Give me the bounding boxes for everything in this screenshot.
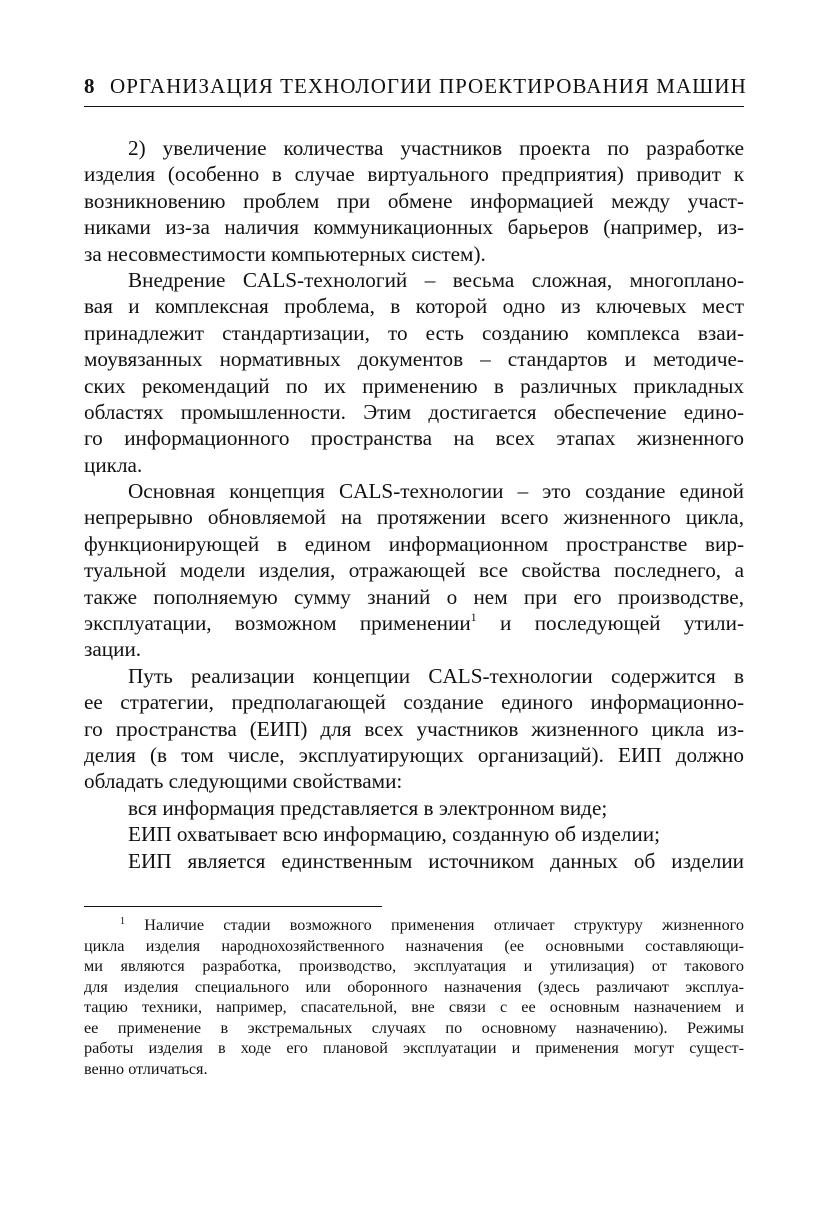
running-title: ОРГАНИЗАЦИЯ ТЕХНОЛОГИИ ПРОЕКТИРОВАНИЯ МАШИН [110, 74, 747, 98]
text-line: изделия (особенно в случае виртуального предприятия) приводит к [84, 162, 744, 187]
footnote-line: для изделия специального или оборонного назначения (здесь различают эксплуа- [84, 977, 744, 996]
text-line: Внедрение CALS-технологий – весьма сложная, многоплано- [128, 267, 744, 292]
text-line: обладать следующими свойствами: [84, 769, 403, 794]
main-text [84, 135, 744, 874]
list-item: ЕИП охватывает всю информацию, созданную об изделии; [128, 822, 660, 847]
footnote-line: ее применение в экстремальных случаях по основному назначению). Режимы [84, 1018, 744, 1037]
text-line: го пространства (ЕИП) для всех участников жизненного цикла из- [84, 716, 744, 741]
text-segment: Наличие стадии возможного применения отличает структуру жизненного [144, 916, 744, 934]
text-line: возникновению проблем при обмене информацией между участ- [84, 188, 744, 213]
text-line: делия (в том числе, эксплуатирующих организаций). ЕИП должно [84, 742, 744, 767]
footnote-line: венно отличаться. [84, 1059, 208, 1078]
footnote-line: цикла изделия народнохозяйственного назначения (ее основными составляющи- [84, 936, 744, 955]
text-line: вая и комплексная проблема, в которой одно из ключевых мест [84, 294, 744, 319]
text-line: го информационного пространства на всех этапах жизненного [84, 426, 744, 451]
footnote-line: ми являются разработка, производство, эксплуатация и утилизация) от такового [84, 957, 744, 975]
list-item: ЕИП является единственным источником данных об изделии [128, 848, 744, 873]
text-segment: и последующей утили- [500, 611, 745, 636]
text-segment: эксплуатации, возможном применении [84, 611, 471, 636]
running-header [84, 74, 747, 107]
footnote-marker: 1 [120, 916, 125, 927]
text-line: зации. [84, 637, 142, 662]
footnote-reference[interactable]: 1 [470, 610, 477, 625]
text-line: также пополняемую сумму знаний о нем при его производстве, [84, 584, 744, 609]
text-line: цикла. [84, 452, 143, 477]
text-line: ее стратегии, предполагающей создание единого информационно- [84, 690, 744, 715]
text-line: 2) увеличение количества участников проекта по разработке [128, 136, 744, 160]
text-line: никами из-за наличия коммуникационных барьеров (например, из- [84, 215, 744, 240]
text-line: областях промышленности. Этим достигается обеспечение едино- [84, 399, 744, 424]
text-line: моувязанных нормативных документов – стандартов и методиче- [84, 347, 744, 372]
text-line: за несовместимости компьютерных систем). [84, 241, 486, 266]
footnote-line [84, 915, 744, 936]
text-line: Основная концепция CALS-технологии – это создание единой [128, 479, 744, 504]
text-line: принадлежит стандартизации, то есть созданию комплекса взаи- [84, 320, 744, 345]
text-line: непрерывно обновляемой на протяжении всего жизненного цикла, [84, 505, 744, 530]
text-line: функционирующей в едином информационном пространстве вир- [84, 531, 744, 556]
page-number: 8 [84, 74, 96, 98]
footnote [84, 915, 744, 1079]
text-line-with-footnote-ref [84, 610, 744, 636]
text-line: туальной модели изделия, отражающей все свойства последнего, а [84, 558, 744, 583]
text-line: Путь реализации концепции CALS-технологии содержится в [128, 663, 744, 688]
footnote-divider [84, 906, 382, 907]
text-line: ских рекомендаций по их применению в различных прикладных [84, 373, 744, 398]
list-item: вся информация представляется в электронном виде; [128, 795, 608, 820]
footnote-line: работы изделия в ходе его плановой эксплуатации и применения могут сущест- [84, 1039, 744, 1057]
footnote-line: тацию техники, например, спасательной, вне связи с ее основным назначением и [84, 998, 744, 1016]
